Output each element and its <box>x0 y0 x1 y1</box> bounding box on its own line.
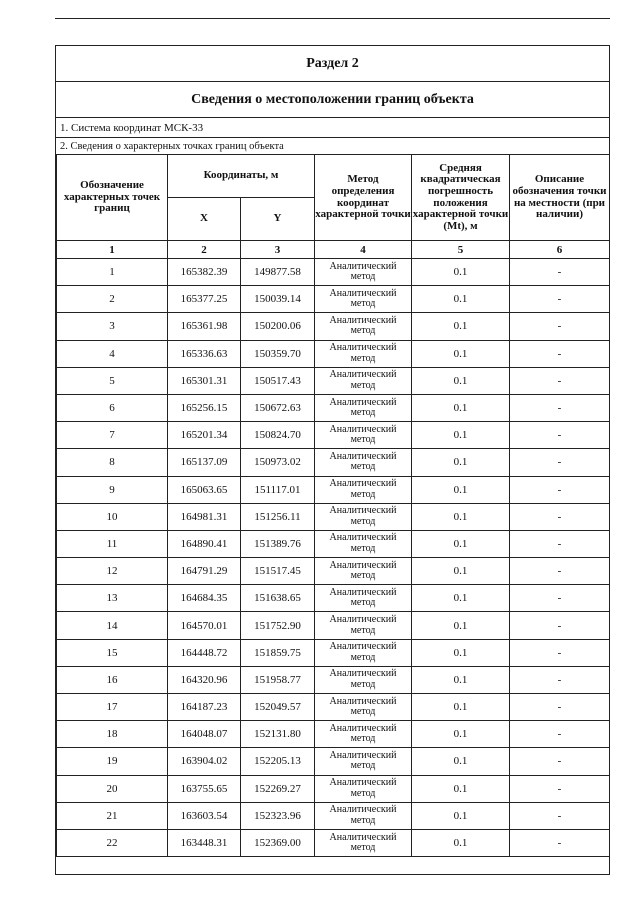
point-number: 11 <box>57 530 168 557</box>
method-cell <box>315 558 412 585</box>
error-value: 0.1 <box>412 313 510 340</box>
section-subtitle: Сведения о местоположении границ объекта <box>56 82 609 118</box>
point-number: 22 <box>57 829 168 856</box>
table-row <box>57 721 610 748</box>
coord-y: 152369.00 <box>241 829 315 856</box>
coord-x: 165063.65 <box>168 476 241 503</box>
table-row <box>57 422 610 449</box>
point-number: 9 <box>57 476 168 503</box>
method-cell <box>315 449 412 476</box>
method-cell <box>315 748 412 775</box>
column-number: 1 <box>57 241 168 259</box>
error-value: 0.1 <box>412 612 510 639</box>
point-number: 21 <box>57 802 168 829</box>
error-value: 0.1 <box>412 802 510 829</box>
coord-x: 165382.39 <box>168 259 241 286</box>
error-value: 0.1 <box>412 829 510 856</box>
method-line2: метод <box>350 706 376 718</box>
table-row <box>57 802 610 829</box>
method-line2: метод <box>350 651 376 663</box>
coord-x: 163755.65 <box>168 775 241 802</box>
method-cell <box>315 313 412 340</box>
method-line2: метод <box>350 787 376 799</box>
error-value: 0.1 <box>412 666 510 693</box>
description-value: - <box>510 666 610 693</box>
header-method: Метод определения координат характерной точки <box>315 155 412 241</box>
table-row <box>57 558 610 585</box>
error-value: 0.1 <box>412 449 510 476</box>
coord-x: 164981.31 <box>168 503 241 530</box>
table-row <box>57 394 610 421</box>
method-cell <box>315 802 412 829</box>
description-value: - <box>510 503 610 530</box>
description-value: - <box>510 829 610 856</box>
method-line1: Аналитический <box>329 260 397 272</box>
method-line1: Аналитический <box>329 478 397 490</box>
error-value: 0.1 <box>412 503 510 530</box>
table-row <box>57 286 610 313</box>
coord-x: 165201.34 <box>168 422 241 449</box>
method-line2: метод <box>350 298 376 310</box>
description-value: - <box>510 259 610 286</box>
coord-x: 164448.72 <box>168 639 241 666</box>
description-value: - <box>510 775 610 802</box>
method-line2: метод <box>350 271 376 283</box>
description-value: - <box>510 694 610 721</box>
description-value: - <box>510 802 610 829</box>
table-row <box>57 449 610 476</box>
point-number: 13 <box>57 585 168 612</box>
error-value: 0.1 <box>412 694 510 721</box>
method-cell <box>315 476 412 503</box>
coord-y: 149877.58 <box>241 259 315 286</box>
description-value: - <box>510 558 610 585</box>
method-line1: Аналитический <box>329 450 397 462</box>
header-y: Y <box>241 198 315 241</box>
method-line1: Аналитический <box>329 831 397 843</box>
coord-y: 152323.96 <box>241 802 315 829</box>
method-cell <box>315 585 412 612</box>
coord-y: 150672.63 <box>241 394 315 421</box>
point-number: 19 <box>57 748 168 775</box>
header-description: Описание обозначения точки на местности (при наличии) <box>510 155 610 241</box>
method-line2: метод <box>350 434 376 446</box>
method-line1: Аналитический <box>329 559 397 571</box>
method-line1: Аналитический <box>329 369 397 381</box>
points-table <box>56 154 610 857</box>
coord-y: 151256.11 <box>241 503 315 530</box>
table-row <box>57 694 610 721</box>
header-coords: Координаты, м <box>168 155 315 198</box>
method-cell <box>315 394 412 421</box>
description-value: - <box>510 422 610 449</box>
coord-y: 150359.70 <box>241 340 315 367</box>
error-value: 0.1 <box>412 639 510 666</box>
point-number: 2 <box>57 286 168 313</box>
coord-x: 165377.25 <box>168 286 241 313</box>
method-line1: Аналитический <box>329 722 397 734</box>
section-title: Раздел 2 <box>56 46 609 82</box>
method-line1: Аналитический <box>329 314 397 326</box>
coord-x: 164791.29 <box>168 558 241 585</box>
description-value: - <box>510 721 610 748</box>
method-line1: Аналитический <box>329 423 397 435</box>
point-number: 20 <box>57 775 168 802</box>
column-number: 3 <box>241 241 315 259</box>
point-number: 18 <box>57 721 168 748</box>
coord-x: 163448.31 <box>168 829 241 856</box>
method-line2: метод <box>350 624 376 636</box>
coord-x: 165336.63 <box>168 340 241 367</box>
coord-x: 164684.35 <box>168 585 241 612</box>
point-number: 7 <box>57 422 168 449</box>
method-line2: метод <box>350 597 376 609</box>
table-row <box>57 259 610 286</box>
table-row <box>57 612 610 639</box>
error-value: 0.1 <box>412 394 510 421</box>
method-line2: метод <box>350 678 376 690</box>
method-line2: метод <box>350 842 376 854</box>
coord-y: 151958.77 <box>241 666 315 693</box>
point-number: 5 <box>57 367 168 394</box>
coord-x: 165301.31 <box>168 367 241 394</box>
table-row <box>57 476 610 503</box>
coord-y: 151117.01 <box>241 476 315 503</box>
coord-x: 164187.23 <box>168 694 241 721</box>
header-error: Средняя квадратическая погрешность положения характерной точки (Mt), м <box>412 155 510 241</box>
description-value: - <box>510 340 610 367</box>
column-number: 5 <box>412 241 510 259</box>
method-line1: Аналитический <box>329 749 397 761</box>
table-row <box>57 313 610 340</box>
description-value: - <box>510 748 610 775</box>
method-line2: метод <box>350 407 376 419</box>
method-cell <box>315 639 412 666</box>
method-cell <box>315 530 412 557</box>
top-rule <box>55 18 610 19</box>
coord-x: 164890.41 <box>168 530 241 557</box>
coord-y: 151638.65 <box>241 585 315 612</box>
description-value: - <box>510 394 610 421</box>
method-cell <box>315 340 412 367</box>
method-line1: Аналитический <box>329 342 397 354</box>
description-value: - <box>510 585 610 612</box>
error-value: 0.1 <box>412 748 510 775</box>
description-value: - <box>510 612 610 639</box>
coord-y: 152049.57 <box>241 694 315 721</box>
method-cell <box>315 286 412 313</box>
method-cell <box>315 503 412 530</box>
coord-y: 150973.02 <box>241 449 315 476</box>
description-value: - <box>510 449 610 476</box>
table-row <box>57 829 610 856</box>
error-value: 0.1 <box>412 530 510 557</box>
point-number: 4 <box>57 340 168 367</box>
coord-y: 150200.06 <box>241 313 315 340</box>
method-cell <box>315 367 412 394</box>
method-line2: метод <box>350 379 376 391</box>
method-line2: метод <box>350 352 376 364</box>
error-value: 0.1 <box>412 721 510 748</box>
error-value: 0.1 <box>412 259 510 286</box>
coordinate-system: 1. Система координат МСК-33 <box>56 118 609 138</box>
coord-y: 150824.70 <box>241 422 315 449</box>
method-cell <box>315 775 412 802</box>
coord-y: 152131.80 <box>241 721 315 748</box>
point-number: 12 <box>57 558 168 585</box>
method-line1: Аналитический <box>329 505 397 517</box>
point-number: 16 <box>57 666 168 693</box>
method-line2: метод <box>350 461 376 473</box>
table-row <box>57 503 610 530</box>
error-value: 0.1 <box>412 367 510 394</box>
table-row <box>57 775 610 802</box>
error-value: 0.1 <box>412 775 510 802</box>
column-numbers-row <box>57 241 610 259</box>
coord-y: 151517.45 <box>241 558 315 585</box>
method-line2: метод <box>350 570 376 582</box>
coord-x: 164048.07 <box>168 721 241 748</box>
description-value: - <box>510 476 610 503</box>
description-value: - <box>510 530 610 557</box>
method-line1: Аналитический <box>329 586 397 598</box>
method-line2: метод <box>350 733 376 745</box>
method-line2: метод <box>350 760 376 772</box>
coord-x: 163603.54 <box>168 802 241 829</box>
point-number: 3 <box>57 313 168 340</box>
method-line2: метод <box>350 488 376 500</box>
table-row <box>57 639 610 666</box>
method-cell <box>315 829 412 856</box>
coord-y: 150517.43 <box>241 367 315 394</box>
error-value: 0.1 <box>412 422 510 449</box>
table-row <box>57 585 610 612</box>
method-cell <box>315 422 412 449</box>
header-point: Обозначение характерных точек границ <box>57 155 168 241</box>
table-row <box>57 748 610 775</box>
point-number: 15 <box>57 639 168 666</box>
method-line1: Аналитический <box>329 668 397 680</box>
method-line2: метод <box>350 325 376 337</box>
point-number: 14 <box>57 612 168 639</box>
method-cell <box>315 666 412 693</box>
method-line1: Аналитический <box>329 695 397 707</box>
error-value: 0.1 <box>412 286 510 313</box>
column-number: 6 <box>510 241 610 259</box>
points-heading: 2. Сведения о характерных точках границ объекта <box>60 140 284 152</box>
description-value: - <box>510 639 610 666</box>
method-line2: метод <box>350 814 376 826</box>
description-value: - <box>510 286 610 313</box>
error-value: 0.1 <box>412 558 510 585</box>
table-row <box>57 367 610 394</box>
header-x: X <box>168 198 241 241</box>
table-row <box>57 340 610 367</box>
coord-y: 151389.76 <box>241 530 315 557</box>
method-line1: Аналитический <box>329 804 397 816</box>
method-line2: метод <box>350 542 376 554</box>
point-number: 17 <box>57 694 168 721</box>
description-value: - <box>510 367 610 394</box>
error-value: 0.1 <box>412 585 510 612</box>
coord-x: 165361.98 <box>168 313 241 340</box>
coord-y: 152269.27 <box>241 775 315 802</box>
method-line1: Аналитический <box>329 641 397 653</box>
error-value: 0.1 <box>412 476 510 503</box>
method-line1: Аналитический <box>329 396 397 408</box>
coord-y: 150039.14 <box>241 286 315 313</box>
method-line1: Аналитический <box>329 614 397 626</box>
method-cell <box>315 694 412 721</box>
method-line1: Аналитический <box>329 777 397 789</box>
point-number: 1 <box>57 259 168 286</box>
point-number: 10 <box>57 503 168 530</box>
column-number: 2 <box>168 241 241 259</box>
point-number: 6 <box>57 394 168 421</box>
coord-x: 164570.01 <box>168 612 241 639</box>
column-number: 4 <box>315 241 412 259</box>
method-cell <box>315 259 412 286</box>
table-row <box>57 666 610 693</box>
description-value: - <box>510 313 610 340</box>
coord-x: 165256.15 <box>168 394 241 421</box>
method-cell <box>315 721 412 748</box>
method-line1: Аналитический <box>329 287 397 299</box>
method-cell <box>315 612 412 639</box>
document-frame <box>55 45 610 875</box>
coord-y: 151859.75 <box>241 639 315 666</box>
table-row <box>57 530 610 557</box>
coord-x: 164320.96 <box>168 666 241 693</box>
coord-x: 165137.09 <box>168 449 241 476</box>
method-line2: метод <box>350 515 376 527</box>
error-value: 0.1 <box>412 340 510 367</box>
coord-y: 152205.13 <box>241 748 315 775</box>
coord-x: 163904.02 <box>168 748 241 775</box>
method-line1: Аналитический <box>329 532 397 544</box>
point-number: 8 <box>57 449 168 476</box>
coord-y: 151752.90 <box>241 612 315 639</box>
